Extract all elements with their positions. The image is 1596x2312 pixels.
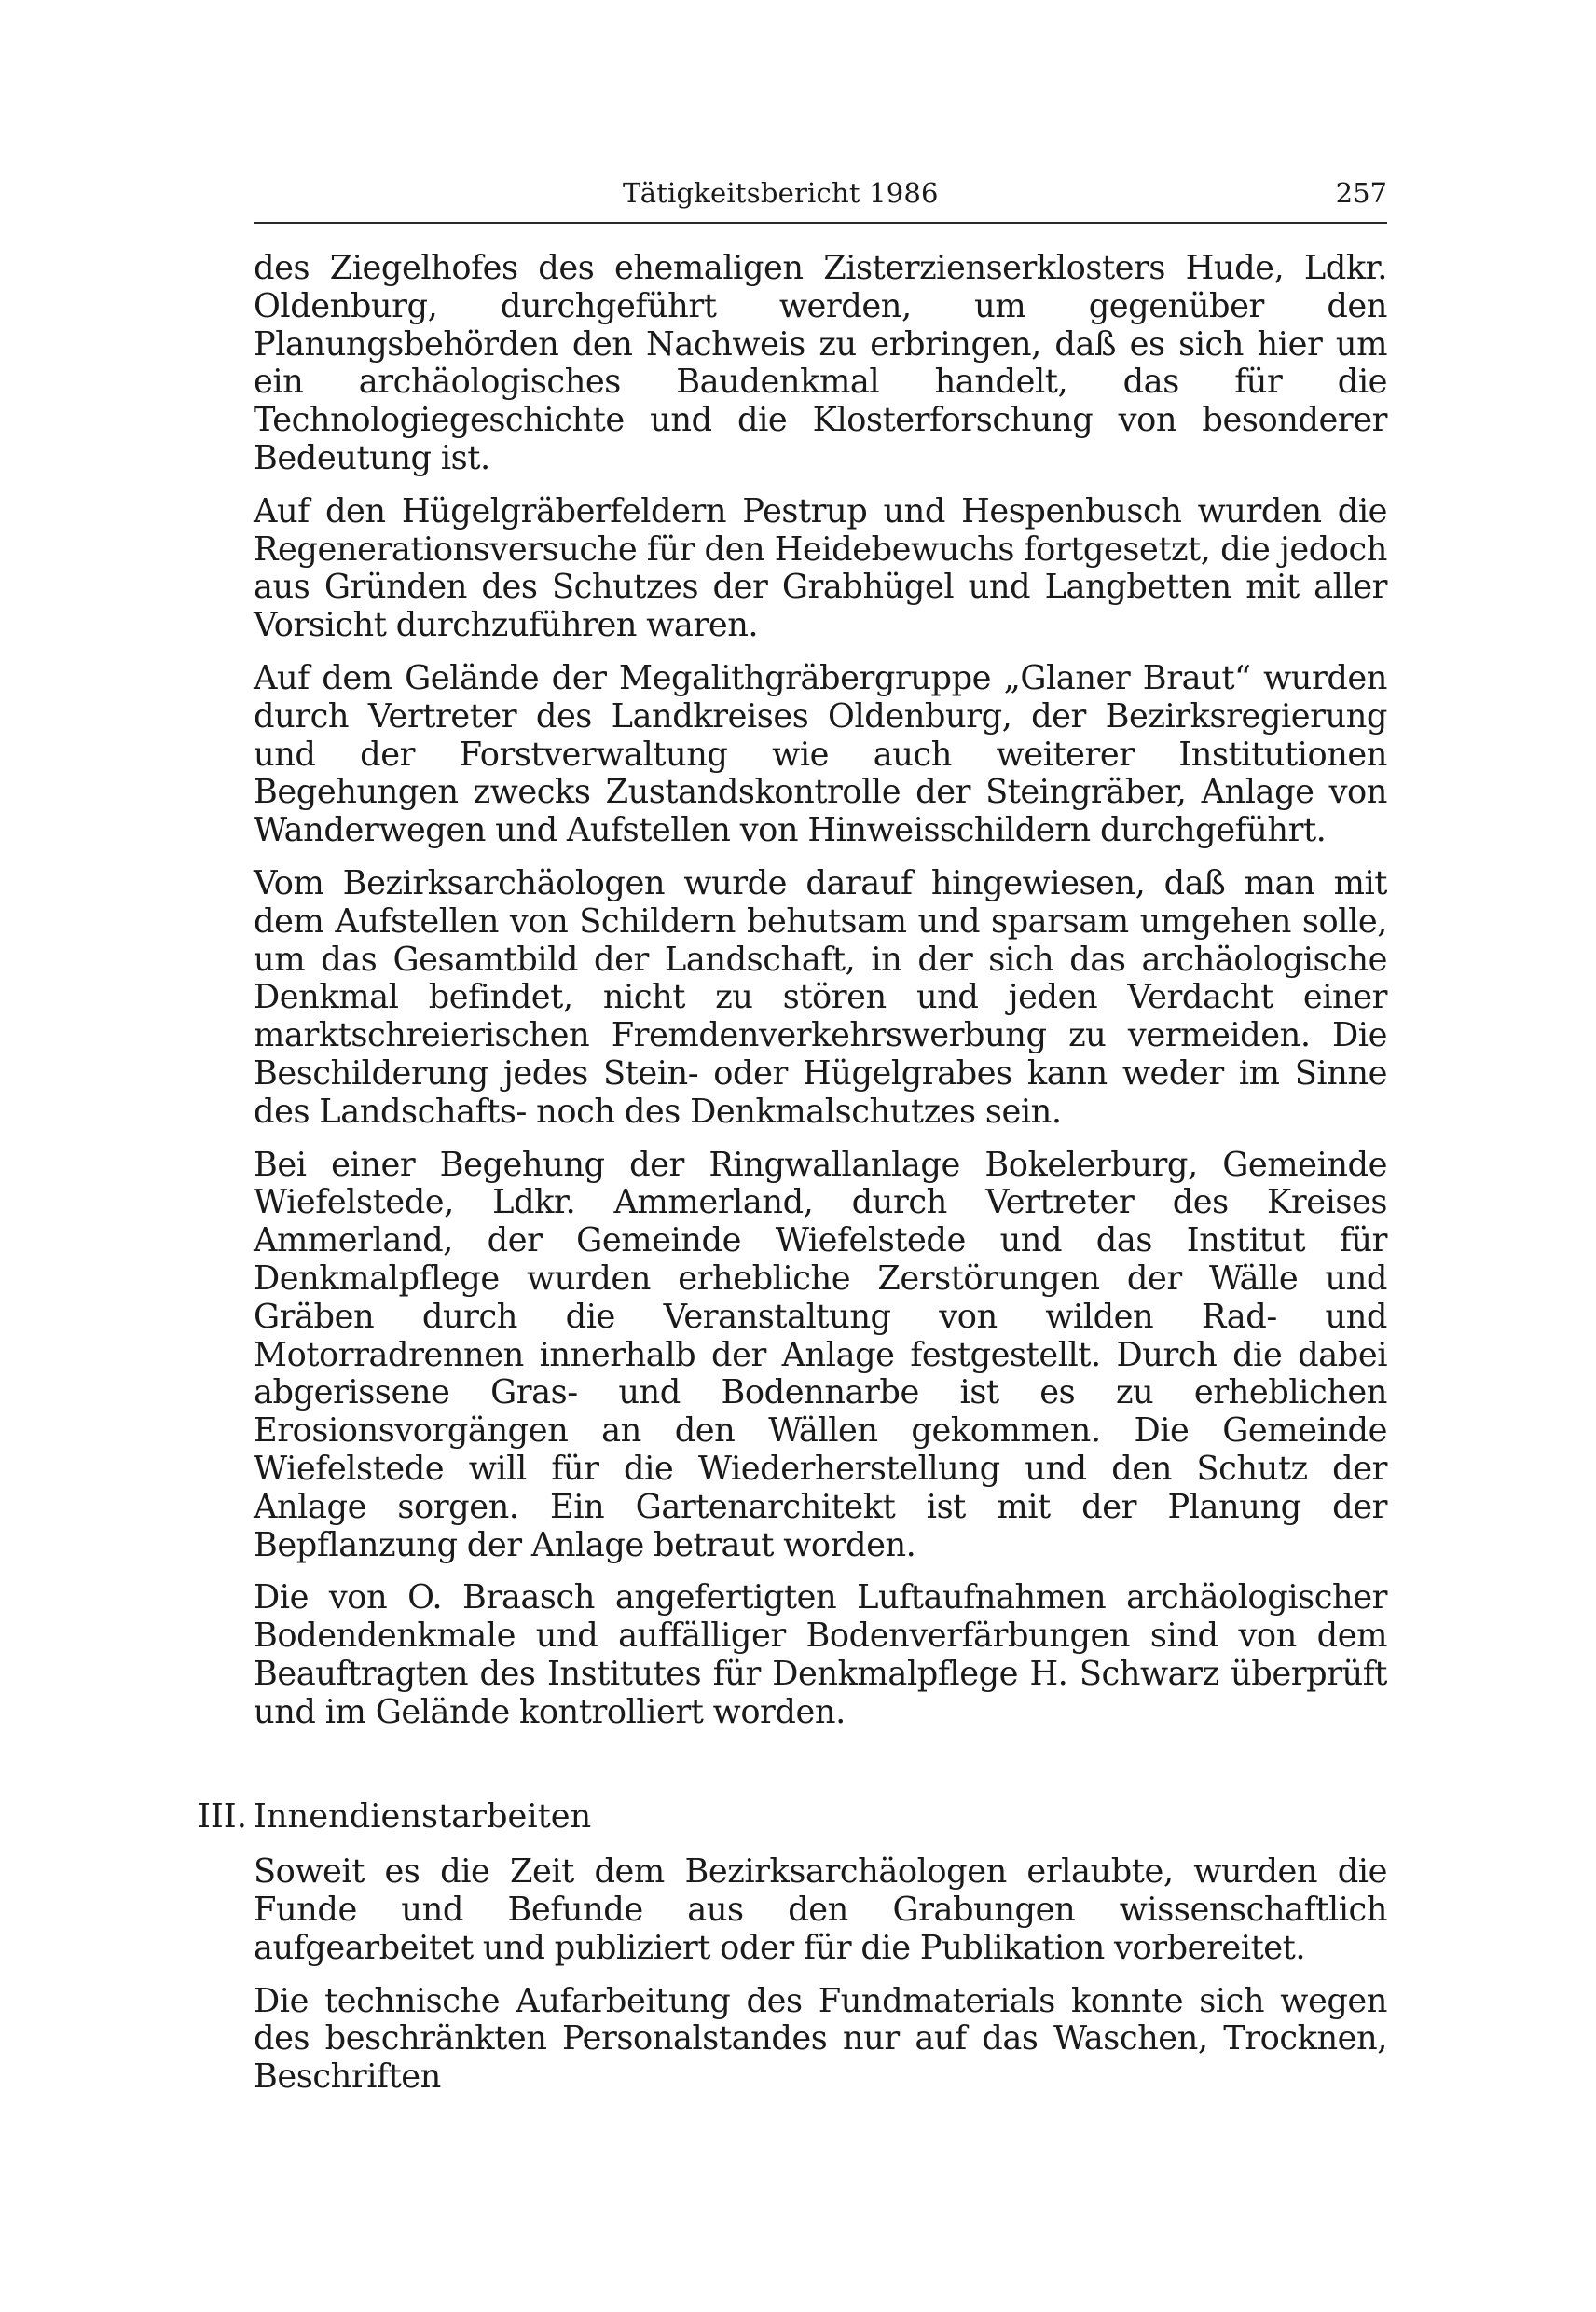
section-title: Innendienstarbeiten <box>254 1797 592 1837</box>
paragraph: Die von O. Braasch angefertigten Luftaufnahmen archäologischer Bodendenkmale und auffälliger Bodenverfärbungen sind von dem Beauftragten des Institutes für Denkmalpflege H. Schwarz überprüft und im Gelände kontrolliert worden. <box>254 1578 1387 1731</box>
paragraph: Die technische Aufarbeitung des Fundmaterials konnte sich wegen des beschränkten Personalstandes nur auf das Waschen, Trocknen, Beschriften <box>254 1981 1387 2097</box>
body-text <box>198 249 1387 2097</box>
paragraph: des Ziegelhofes des ehemaligen Zisterzienserklosters Hude, Ldkr. Oldenburg, durchgeführt werden, um gegenüber den Planungsbehörden den Nachweis zu erbringen, daß es sich hier um ein archäologisches Baudenkmal handelt, das für die Technologiegeschichte und die Klosterforschung von besonderer Bedeutung ist. <box>254 249 1387 477</box>
paragraph: Bei einer Begehung der Ringwallanlage Bokelerburg, Gemeinde Wiefelstede, Ldkr. Ammerland, durch Vertreter des Kreises Ammerland, der Gemeinde Wiefelstede und das Institut für Denkmalpflege wurden erhebliche Zerstörungen der Wälle und Gräben durch die Veranstaltung von wilden Rad- und Motorradrennen innerhalb der Anlage festgestellt. Durch die dabei abgerissene Gras- und Bodennarbe ist es zu erheblichen Erosionsvorgängen an den Wällen gekommen. Die Gemeinde Wiefelstede will für die Wiederherstellung und den Schutz der Anlage sorgen. Ein Gartenarchitekt ist mit der Planung der Bepflanzung der Anlage betraut worden. <box>254 1145 1387 1564</box>
paragraph: Auf dem Gelände der Megalithgräbergruppe „Glaner Braut“ wurden durch Vertreter des Landkreises Oldenburg, der Bezirksregierung und der Forstverwaltung wie auch weiterer Institutionen Begehungen zwecks Zustandskontrolle der Steingräber, Anlage von Wanderwegen und Aufstellen von Hinweisschildern durchgeführt. <box>254 658 1387 850</box>
document-page <box>198 177 1387 2112</box>
section-heading <box>198 1797 1387 1837</box>
header-rule <box>254 222 1387 224</box>
paragraph: Vom Bezirksarchäologen wurde darauf hingewiesen, daß man mit dem Aufstellen von Schildern behutsam und sparsam umgehen solle, um das Gesamtbild der Landschaft, in der sich das archäologische Denkmal befindet, nicht zu stören und jeden Verdacht einer marktschreierischen Fremdenverkehrswerbung zu vermeiden. Die Beschilderung jedes Stein- oder Hügelgrabes kann weder im Sinne des Landschafts- noch des Denkmalschutzes sein. <box>254 863 1387 1131</box>
section-number: III. <box>198 1797 247 1837</box>
paragraph: Soweit es die Zeit dem Bezirksarchäologen erlaubte, wurden die Funde und Befunde aus den Grabungen wissenschaftlich aufgearbeitet und publiziert oder für die Publikation vorbereitet. <box>254 1852 1387 1967</box>
running-title: Tätigkeitsbericht 1986 <box>623 177 939 209</box>
paragraph: Auf den Hügelgräberfeldern Pestrup und Hespenbusch wurden die Regenerationsversuche für den Heidebewuchs fortgesetzt, die jedoch aus Gründen des Schutzes der Grabhügel und Langbetten mit aller Vorsicht durchzuführen waren. <box>254 491 1387 645</box>
running-header <box>254 177 1387 218</box>
page-number: 257 <box>1335 177 1387 209</box>
